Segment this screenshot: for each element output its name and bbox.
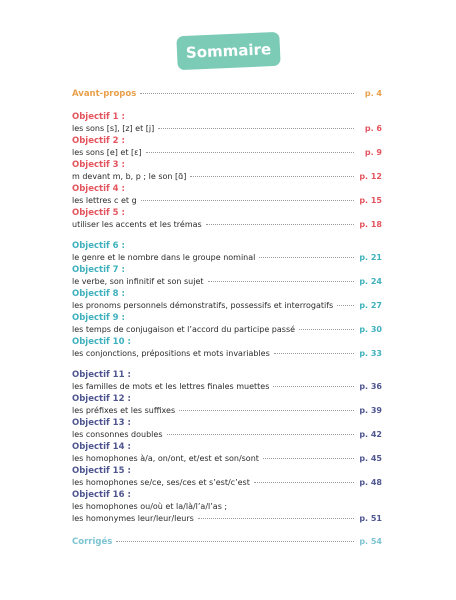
toc-page-number: p. 36 xyxy=(359,382,382,391)
toc-entry-text: m devant m, b, p ; le son [ɑ̃] xyxy=(72,172,187,181)
dot-leader xyxy=(167,434,355,435)
objective-label: Objectif 13 : xyxy=(72,418,131,428)
title-badge xyxy=(176,32,280,70)
dot-leader xyxy=(146,152,354,153)
toc-page-number: p. 51 xyxy=(359,514,382,523)
dot-leader xyxy=(116,541,354,542)
toc-page-number: p. 6 xyxy=(364,124,382,133)
toc-entry-text: les homophones se/ce, ses/ces et s’est/c’est xyxy=(72,478,250,487)
toc-entry[interactable] xyxy=(72,195,382,207)
dot-leader xyxy=(206,224,354,225)
objective-label: Objectif 5 : xyxy=(72,208,125,218)
toc-page-number: p. 42 xyxy=(359,430,382,439)
dot-leader xyxy=(274,353,354,354)
toc-group-1 xyxy=(72,111,382,231)
toc-group-3 xyxy=(72,369,382,525)
toc-page-number: p. 54 xyxy=(359,537,382,546)
objective-label: Objectif 4 : xyxy=(72,184,125,194)
objective-label: Objectif 9 : xyxy=(72,313,125,323)
toc-entry-text: les homonymes leur/leur/leurs xyxy=(72,514,194,523)
toc-entry-text: les consonnes doubles xyxy=(72,430,163,439)
toc-entry-text: les lettres c et g xyxy=(72,196,137,205)
toc-entry-line-1 xyxy=(72,501,382,513)
objective-label: Objectif 10 : xyxy=(72,337,131,347)
dot-leader xyxy=(158,128,354,129)
toc-entry-text: le genre et le nombre dans le groupe nominal xyxy=(72,253,256,262)
dot-leader xyxy=(263,458,354,459)
toc-entry[interactable] xyxy=(72,324,382,336)
toc-entry[interactable] xyxy=(72,348,382,360)
objective-label: Objectif 12 : xyxy=(72,394,131,404)
dot-leader xyxy=(141,200,354,201)
toc-entry-text: les sons [s], [z] et [j] xyxy=(72,124,155,133)
toc-page-number: p. 48 xyxy=(359,478,382,487)
dot-leader xyxy=(198,518,354,519)
toc-entry[interactable] xyxy=(72,219,382,231)
objective-label: Objectif 11 : xyxy=(72,370,131,380)
toc-entry-text: les conjonctions, prépositions et mots invariables xyxy=(72,349,270,358)
toc-entry[interactable] xyxy=(72,453,382,465)
dot-leader xyxy=(273,386,354,387)
toc-entry[interactable] xyxy=(72,147,382,159)
dot-leader xyxy=(190,176,354,177)
dot-leader xyxy=(259,257,354,258)
toc-page-number: p. 18 xyxy=(359,220,382,229)
toc-page-number: p. 24 xyxy=(359,277,382,286)
toc-page-number: p. 21 xyxy=(359,253,382,262)
toc-entry-text: les pronoms personnels démonstratifs, possessifs et interrogatifs xyxy=(72,301,334,310)
dot-leader xyxy=(208,281,354,282)
objective-label: Objectif 15 : xyxy=(72,466,131,476)
toc-page-number: p. 12 xyxy=(359,172,382,181)
toc-page-number: p. 15 xyxy=(359,196,382,205)
toc-page-number: p. 27 xyxy=(359,301,382,310)
toc-page-number: p. 33 xyxy=(359,349,382,358)
toc-entry-text: les familles de mots et les lettres finales muettes xyxy=(72,382,270,391)
dot-leader xyxy=(140,93,354,94)
objective-label: Objectif 16 : xyxy=(72,490,131,500)
toc-corriges[interactable] xyxy=(72,536,382,548)
objective-label: Objectif 7 : xyxy=(72,265,125,275)
objective-label: Objectif 1 : xyxy=(72,112,125,122)
toc-entry[interactable] xyxy=(72,381,382,393)
toc-group-2 xyxy=(72,240,382,360)
dot-leader xyxy=(179,410,354,411)
toc-avant-propos[interactable] xyxy=(72,88,382,100)
toc-entry[interactable] xyxy=(72,252,382,264)
toc-entry-text: Avant-propos xyxy=(72,89,137,99)
objective-label: Objectif 14 : xyxy=(72,442,131,452)
objective-label: Objectif 8 : xyxy=(72,289,125,299)
toc-page-number: p. 30 xyxy=(359,325,382,334)
toc-entry[interactable] xyxy=(72,276,382,288)
dot-leader xyxy=(299,329,354,330)
toc-entry[interactable] xyxy=(72,300,382,312)
toc-entry-text: Corrigés xyxy=(72,537,113,547)
toc-entry-text: les préfixes et les suffixes xyxy=(72,406,176,415)
toc-page-number: p. 9 xyxy=(364,148,382,157)
toc-entry[interactable] xyxy=(72,123,382,135)
page-title: Sommaire xyxy=(185,40,272,62)
toc-page-number: p. 39 xyxy=(359,406,382,415)
toc-entry[interactable] xyxy=(72,171,382,183)
toc-entry[interactable] xyxy=(72,429,382,441)
objective-label: Objectif 6 : xyxy=(72,241,125,251)
toc-entry[interactable] xyxy=(72,477,382,489)
dot-leader xyxy=(254,482,354,483)
objective-label: Objectif 2 : xyxy=(72,136,125,146)
dot-leader xyxy=(337,305,354,306)
toc-entry[interactable] xyxy=(72,405,382,417)
toc-entry-text: le verbe, son infinitif et son sujet xyxy=(72,277,204,286)
toc-page-number: p. 4 xyxy=(364,89,382,98)
toc-entry-text: utiliser les accents et les trémas xyxy=(72,220,202,229)
toc-entry-text: les homophones ou/où et la/là/l’a/l’as ; xyxy=(72,502,228,511)
toc-page-number: p. 45 xyxy=(359,454,382,463)
table-of-contents xyxy=(72,88,382,548)
toc-entry-text: les sons [e] et [ɛ] xyxy=(72,148,142,157)
objective-label: Objectif 3 : xyxy=(72,160,125,170)
toc-entry[interactable] xyxy=(72,513,382,525)
toc-entry-text: les temps de conjugaison et l’accord du participe passé xyxy=(72,325,296,334)
toc-entry-text: les homophones à/a, on/ont, et/est et son/sont xyxy=(72,454,259,463)
